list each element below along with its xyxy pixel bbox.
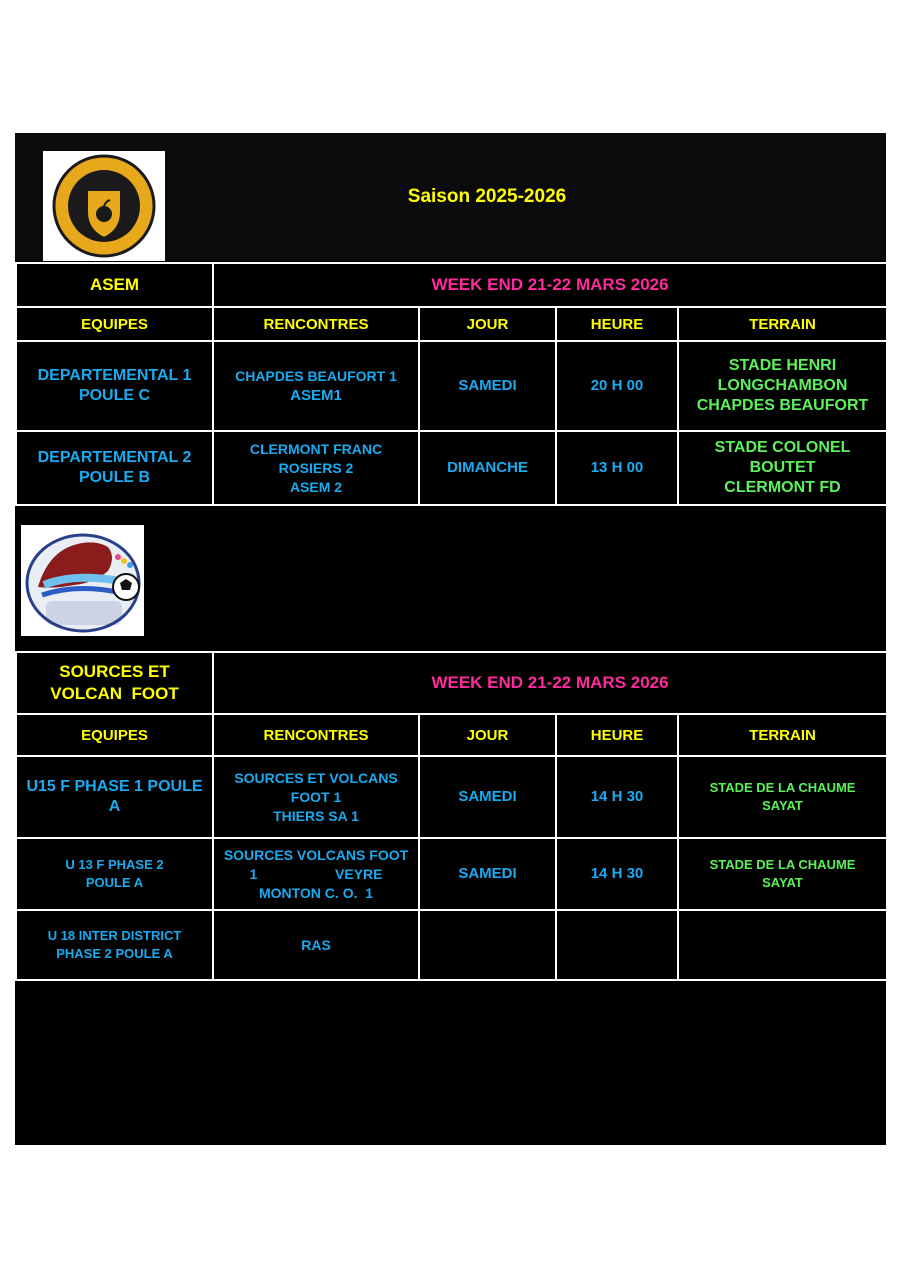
table-row bbox=[16, 341, 887, 431]
match-cell: CLERMONT FRANC ROSIERS 2 ASEM 2 bbox=[213, 431, 419, 505]
match-cell: SOURCES VOLCANS FOOT 1 VEYRE MONTON C. O. 1 bbox=[213, 838, 419, 910]
asem-logo bbox=[43, 151, 165, 261]
svf-header-row bbox=[16, 714, 887, 756]
svf-title-row bbox=[16, 652, 887, 714]
team-cell: U15 F PHASE 1 POULE A bbox=[16, 756, 213, 838]
column-header-heure: HEURE bbox=[556, 714, 678, 756]
table-row bbox=[16, 838, 887, 910]
column-header-terrain: TERRAIN bbox=[678, 714, 887, 756]
field-cell: STADE DE LA CHAUME SAYAT bbox=[678, 756, 887, 838]
table-row bbox=[16, 756, 887, 838]
time-cell bbox=[556, 910, 678, 980]
day-cell: DIMANCHE bbox=[419, 431, 556, 505]
asem-title-row bbox=[16, 263, 887, 307]
schedule-sheet bbox=[15, 133, 886, 1145]
column-header-equipes: EQUIPES bbox=[16, 714, 213, 756]
svf-schedule-table bbox=[15, 651, 888, 981]
svf-volcano-ball-icon bbox=[24, 527, 142, 635]
team-cell: U 13 F PHASE 2 POULE A bbox=[16, 838, 213, 910]
asem-crest-icon bbox=[49, 154, 159, 258]
column-header-terrain: TERRAIN bbox=[678, 307, 887, 341]
column-header-rencontres: RENCONTRES bbox=[213, 307, 419, 341]
match-cell: RAS bbox=[213, 910, 419, 980]
asem-header-row bbox=[16, 307, 887, 341]
svf-logo-banner bbox=[15, 506, 886, 652]
season-title: Saison 2025-2026 bbox=[407, 186, 567, 207]
asem-club-name: ASEM bbox=[16, 263, 213, 307]
svf-club-name: SOURCES ET VOLCAN FOOT bbox=[16, 652, 213, 714]
day-cell: SAMEDI bbox=[419, 341, 556, 431]
table-row bbox=[16, 431, 887, 505]
day-cell: SAMEDI bbox=[419, 756, 556, 838]
field-cell: STADE DE LA CHAUME SAYAT bbox=[678, 838, 887, 910]
match-cell: SOURCES ET VOLCANS FOOT 1 THIERS SA 1 bbox=[213, 756, 419, 838]
asem-schedule-table bbox=[15, 262, 888, 506]
svf-week-label: WEEK END 21-22 MARS 2026 bbox=[213, 652, 887, 714]
table-row bbox=[16, 910, 887, 980]
day-cell: SAMEDI bbox=[419, 838, 556, 910]
day-cell bbox=[419, 910, 556, 980]
column-header-jour: JOUR bbox=[419, 714, 556, 756]
time-cell: 20 H 00 bbox=[556, 341, 678, 431]
column-header-rencontres: RENCONTRES bbox=[213, 714, 419, 756]
field-cell: STADE COLONEL BOUTET CLERMONT FD bbox=[678, 431, 887, 505]
time-cell: 13 H 00 bbox=[556, 431, 678, 505]
field-cell: STADE HENRI LONGCHAMBON CHAPDES BEAUFORT bbox=[678, 341, 887, 431]
team-cell: DEPARTEMENTAL 2 POULE B bbox=[16, 431, 213, 505]
time-cell: 14 H 30 bbox=[556, 756, 678, 838]
time-cell: 14 H 30 bbox=[556, 838, 678, 910]
column-header-heure: HEURE bbox=[556, 307, 678, 341]
svf-logo bbox=[21, 525, 144, 636]
season-banner bbox=[15, 133, 886, 261]
team-cell: DEPARTEMENTAL 1 POULE C bbox=[16, 341, 213, 431]
field-cell bbox=[678, 910, 887, 980]
match-cell: CHAPDES BEAUFORT 1 ASEM1 bbox=[213, 341, 419, 431]
team-cell: U 18 INTER DISTRICT PHASE 2 POULE A bbox=[16, 910, 213, 980]
column-header-equipes: EQUIPES bbox=[16, 307, 213, 341]
asem-week-label: WEEK END 21-22 MARS 2026 bbox=[213, 263, 887, 307]
column-header-jour: JOUR bbox=[419, 307, 556, 341]
